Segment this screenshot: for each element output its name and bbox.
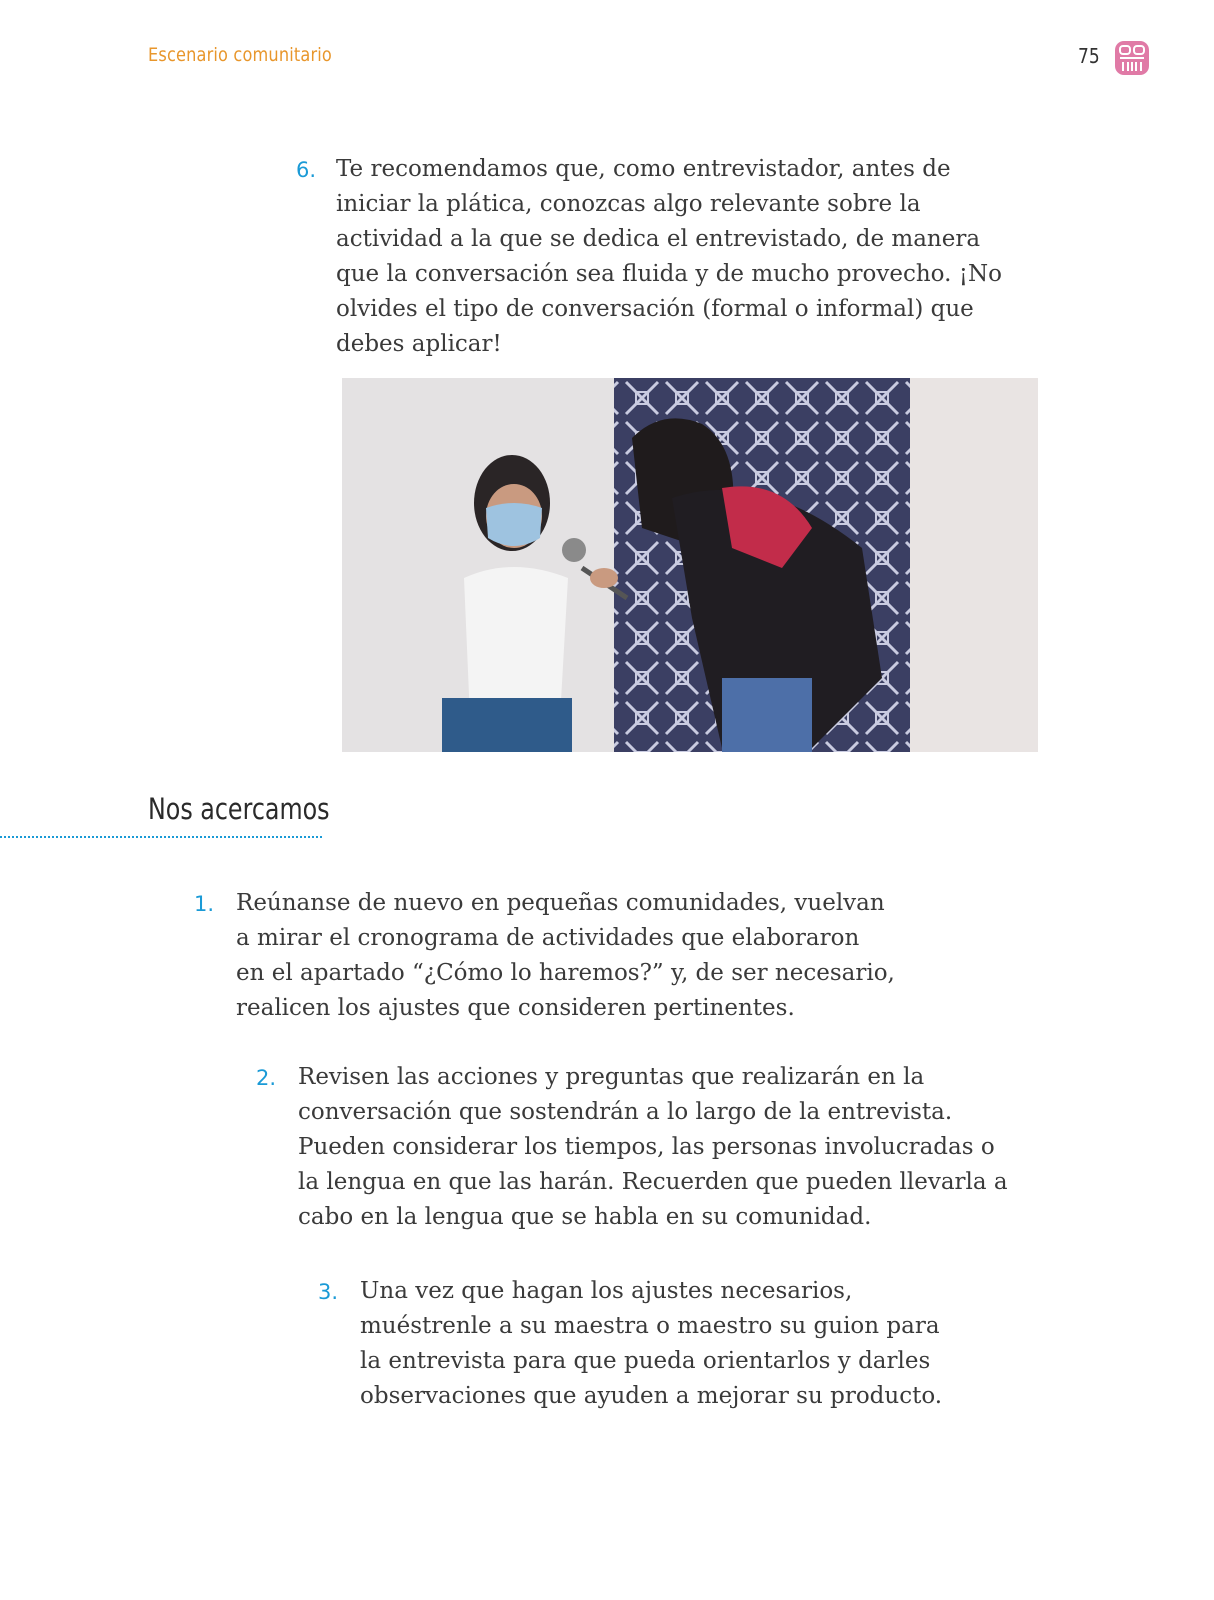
list-text: Te recomendamos que, como entrevistador, antes de iniciar la plática, conozcas algo relevante sobre la actividad a la que se dedica el entrevistado, de manera que la conversación sea fluida y de mucho provecho. ¡No olvides el tipo de conversación (formal o informal) que debes aplicar! xyxy=(336,156,1002,357)
list-text: Revisen las acciones y preguntas que realizarán en la conversación que sostendrán a lo largo de la entrevista. Pueden considerar los tiempos, las personas involucradas o la lengua en que las harán. Recuerden que pueden llevarla a cabo en la lengua que se habla en su comunidad. xyxy=(298,1064,1008,1230)
interview-photo xyxy=(342,378,1038,752)
page-number: 75 xyxy=(1078,44,1100,68)
list-number: 6. xyxy=(296,158,317,182)
list-number: 2. xyxy=(256,1066,277,1090)
glyph-icon xyxy=(1114,40,1150,76)
section-divider xyxy=(0,836,322,838)
list-text: Una vez que hagan los ajustes necesarios, muéstrenle a su maestra o maestro su guion para la entrevista para que pueda orientarlos y darles observaciones que ayuden a mejorar su producto. xyxy=(360,1278,943,1409)
section-title: Nos acercamos xyxy=(148,792,330,826)
section-header: Escenario comunitario xyxy=(148,44,332,66)
list-text: Reúnanse de nuevo en pequeñas comunidades, vuelvan a mirar el cronograma de actividades que elaboraron en el apartado “¿Cómo lo haremos?” y, de ser necesario, realicen los ajustes que consideren pertinentes. xyxy=(236,890,895,1021)
list-number: 1. xyxy=(194,892,215,916)
list-number: 3. xyxy=(318,1280,339,1304)
